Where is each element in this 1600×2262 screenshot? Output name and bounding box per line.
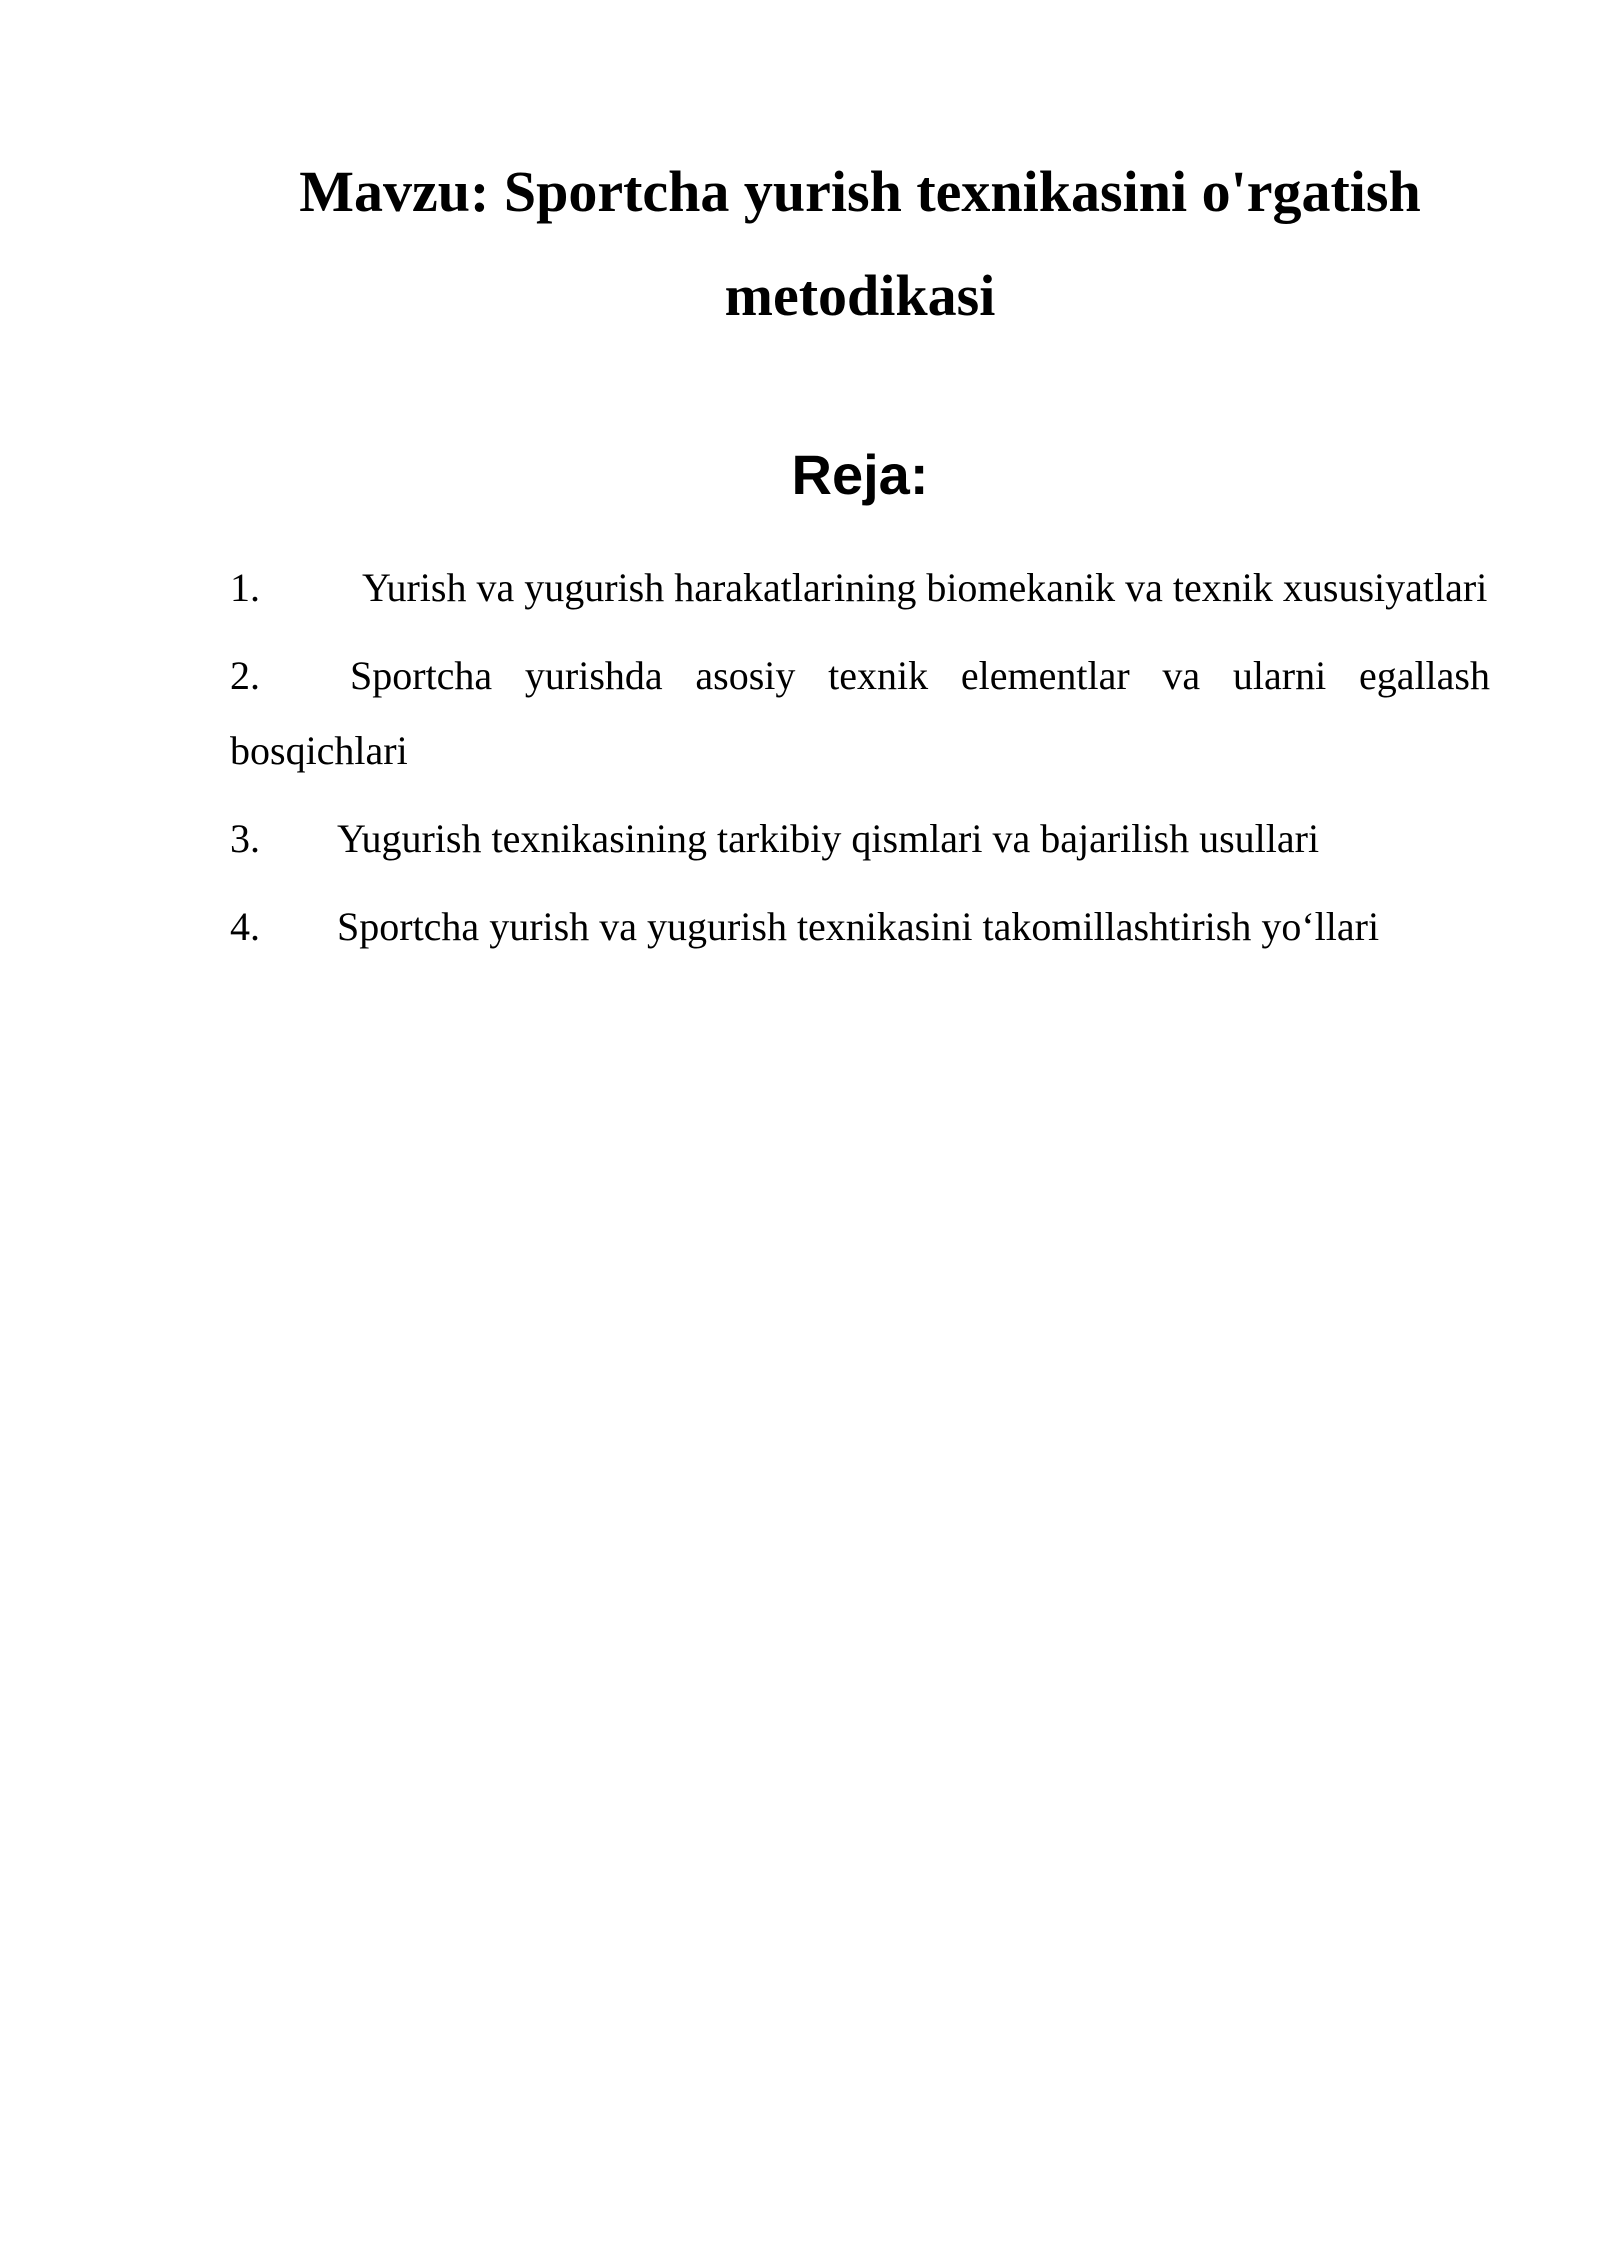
plan-item-1 [230, 550, 1490, 625]
plan-item-number: 3. [230, 816, 260, 861]
plan-list [230, 550, 1490, 977]
plan-item-text: Sportcha yurish va yugurish texnikasini takomillashtirish yo‘llari [337, 904, 1380, 949]
plan-item-2 [230, 638, 1490, 788]
plan-item-text: Yurish va yugurish harakatlarining biomekanik va texnik xususiyatlari [362, 565, 1488, 610]
plan-item-3 [230, 801, 1490, 876]
plan-item-number: 4. [230, 904, 260, 949]
plan-heading: Reja: [791, 443, 929, 506]
plan-item-4 [230, 889, 1490, 964]
plan-item-text: Sportcha yurishda asosiy texnik elementlar va ularni egallash bosqichlari [230, 653, 1490, 773]
plan-item-number: 1. [230, 565, 260, 610]
page-title: Mavzu: Sportcha yurish texnikasini o'rgatish metodikasi [299, 159, 1421, 328]
plan-item-text: Yugurish texnikasining tarkibiy qismlari va bajarilish usullari [337, 816, 1320, 861]
plan-item-number: 2. [230, 653, 260, 698]
